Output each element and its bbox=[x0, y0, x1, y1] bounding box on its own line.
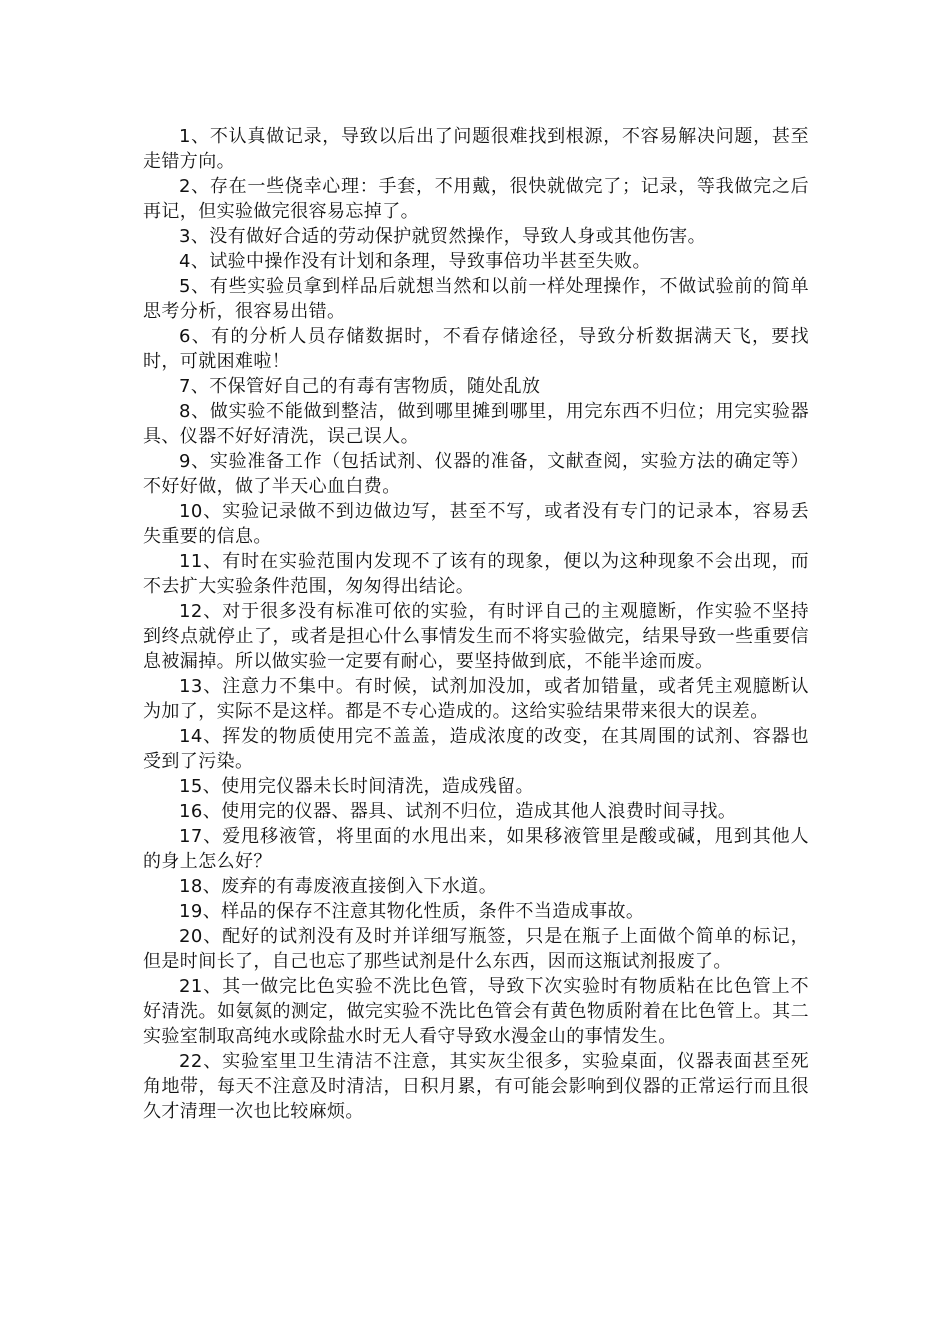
paragraph-22: 22、实验室里卫生清洁不注意，其实灰尘很多，实验桌面，仪器表面甚至死角地带，每天不注意及时清洁，日积月累，有可能会影响到仪器的正常运行而且很久才清理一次也比较麻烦。 bbox=[143, 1051, 809, 1122]
paragraph-13: 13、注意力不集中。有时候，试剂加没加，或者加错量，或者凭主观臆断认为加了，实际不是这样。都是不专心造成的。这给实验结果带来很大的误差。 bbox=[143, 676, 809, 722]
paragraph-2: 2、存在一些侥幸心理：手套，不用戴，很快就做完了；记录，等我做完之后再记，但实验做完很容易忘掉了。 bbox=[143, 176, 809, 222]
paragraph-7: 7、不保管好自己的有毒有害物质，随处乱放 bbox=[179, 376, 541, 397]
paragraph-3: 3、没有做好合适的劳动保护就贸然操作，导致人身或其他伤害。 bbox=[179, 226, 707, 247]
paragraph-4: 4、试验中操作没有计划和条理，导致事倍功半甚至失败。 bbox=[179, 251, 651, 272]
paragraph-10: 10、实验记录做不到边做边写，甚至不写，或者没有专门的记录本，容易丢失重要的信息。 bbox=[143, 501, 809, 547]
paragraph-1: 1、不认真做记录，导致以后出了问题很难找到根源，不容易解决问题，甚至走错方向。 bbox=[143, 126, 809, 172]
paragraph-6: 6、有的分析人员存储数据时，不看存储途径，导致分析数据满天飞，要找时，可就困难啦！ bbox=[143, 326, 809, 372]
paragraph-5: 5、有些实验员拿到样品后就想当然和以前一样处理操作，不做试验前的简单思考分析，很容易出错。 bbox=[143, 276, 809, 322]
paragraph-17: 17、爱甩移液管，将里面的水甩出来，如果移液管里是酸或碱，甩到其他人的身上怎么好？ bbox=[143, 826, 809, 872]
paragraph-21: 21、其一做完比色实验不洗比色管，导致下次实验时有物质粘在比色管上不好清洗。如氨氮的测定，做完实验不洗比色管会有黄色物质附着在比色管上。其二实验室制取高纯水或除盐水时无人看守导致水漫金山的事情发生。 bbox=[143, 976, 809, 1047]
paragraph-20: 20、配好的试剂没有及时并详细写瓶签，只是在瓶子上面做个简单的标记，但是时间长了，自己也忘了那些试剂是什么东西，因而这瓶试剂报废了。 bbox=[143, 926, 809, 972]
paragraph-12: 12、对于很多没有标准可依的实验，有时评自己的主观臆断，作实验不坚持到终点就停止了，或者是担心什么事情发生而不将实验做完，结果导致一些重要信息被漏掉。所以做实验一定要有耐心，要坚持做到底，不能半途而废。 bbox=[143, 601, 809, 672]
paragraph-15: 15、使用完仪器未长时间清洗，造成残留。 bbox=[179, 776, 534, 797]
paragraph-9: 9、实验准备工作（包括试剂、仪器的准备，文献查阅，实验方法的确定等）不好好做，做了半天心血白费。 bbox=[143, 451, 809, 497]
paragraph-8: 8、做实验不能做到整洁，做到哪里摊到哪里，用完东西不归位；用完实验器具、仪器不好好清洗，误己误人。 bbox=[143, 401, 809, 447]
paragraph-14: 14、挥发的物质使用完不盖盖，造成浓度的改变，在其周围的试剂、容器也受到了污染。 bbox=[143, 726, 809, 772]
paragraph-19: 19、样品的保存不注意其物化性质，条件不当造成事故。 bbox=[179, 901, 645, 922]
document-body bbox=[143, 124, 809, 1124]
paragraph-11: 11、有时在实验范围内发现不了该有的现象，便以为这种现象不会出现，而不去扩大实验条件范围，匆匆得出结论。 bbox=[143, 551, 809, 597]
paragraph-18: 18、废弃的有毒废液直接倒入下水道。 bbox=[179, 876, 498, 897]
paragraph-16: 16、使用完的仪器、器具、试剂不归位，造成其他人浪费时间寻找。 bbox=[179, 801, 737, 822]
